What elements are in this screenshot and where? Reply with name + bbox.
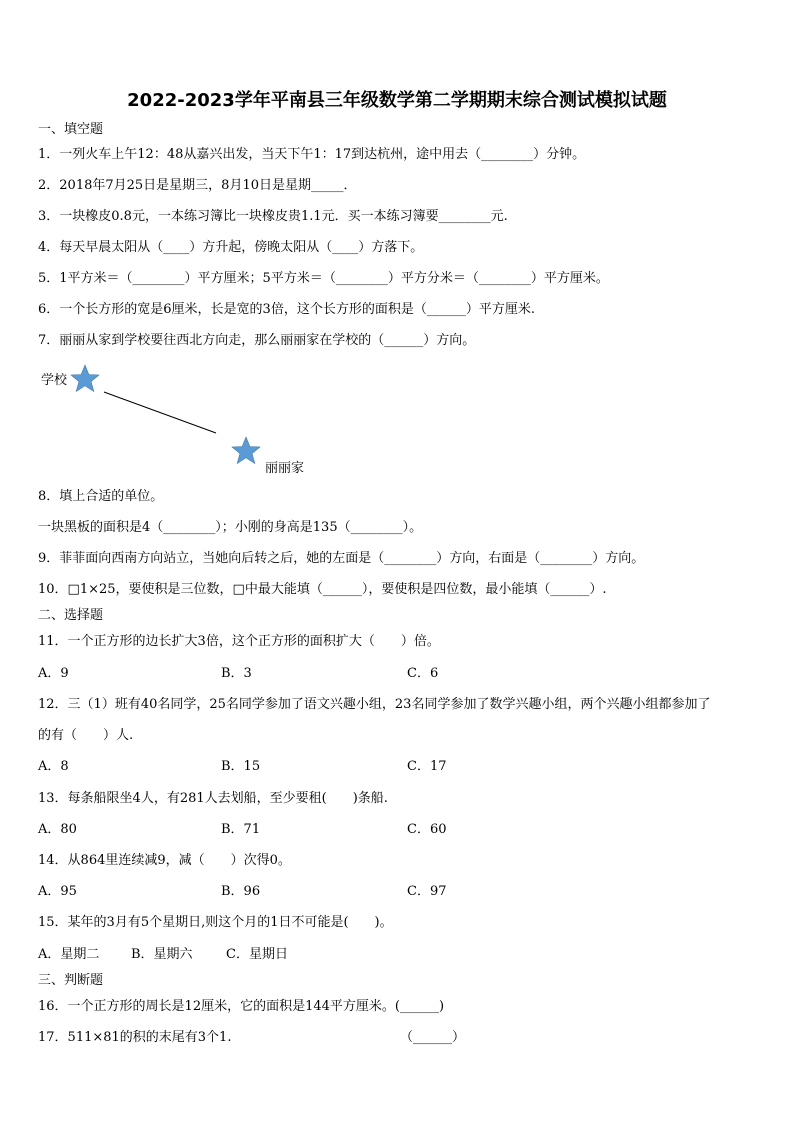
question-17-blank: （______） xyxy=(400,1030,466,1045)
home-label: 丽丽家 xyxy=(265,461,305,476)
question-8: 8．填上合适的单位。 xyxy=(38,489,164,504)
q11-option-a: A．9 xyxy=(38,666,69,681)
question-6: 6．一个长方形的宽是6厘米，长是宽的3倍，这个长方形的面积是（______）平方厘米. xyxy=(38,302,535,317)
q14-option-a: A．95 xyxy=(38,884,77,899)
q13-option-a: A．80 xyxy=(38,822,77,837)
question-8-body: 一块黑板的面积是4（________）；小刚的身高是135（________）。 xyxy=(38,520,423,535)
question-2: 2．2018年7月25日是星期三，8月10日是星期_____． xyxy=(38,178,357,193)
q13-option-b: B．71 xyxy=(221,822,261,837)
question-14: 14．从864里连续减9，减（ ）次得0。 xyxy=(38,853,291,868)
school-label: 学校 xyxy=(41,373,68,388)
question-10: 10．□1×25，要使积是三位数，□中最大能填（______），要使积是四位数，最小能填（______）. xyxy=(38,582,607,597)
q15-option-c: C．星期日 xyxy=(226,947,288,962)
section-heading-true-false: 三、判断题 xyxy=(38,973,104,988)
home-star-icon xyxy=(231,436,261,466)
question-12-line-1: 12．三（1）班有40名同学，25名同学参加了语文兴趣小组，23名同学参加了数学兴趣小组，两个兴趣小组都参加了 xyxy=(38,697,711,712)
question-3: 3．一块橡皮0.8元，一本练习簿比一块橡皮贵1.1元．买一本练习簿要________元. xyxy=(38,209,508,224)
question-4: 4．每天早晨太阳从（____）方升起，傍晚太阳从（____）方落下。 xyxy=(38,240,424,255)
question-12-line-2: 的有（ ）人. xyxy=(38,728,134,743)
question-17: 17．511×81的积的末尾有3个1. xyxy=(38,1030,232,1045)
q15-option-b: B．星期六 xyxy=(131,947,193,962)
question-11: 11．一个正方形的边长扩大3倍，这个正方形的面积扩大（ ）倍。 xyxy=(38,634,440,649)
q15-option-a: A．星期二 xyxy=(38,947,100,962)
q11-option-b: B．3 xyxy=(221,666,252,681)
question-13: 13．每条船限坐4人，有281人去划船，至少要租( )条船. xyxy=(38,791,388,806)
question-1: 1．一列火车上午12：48从嘉兴出发，当天下午1：17到达杭州，途中用去（________）分钟。 xyxy=(38,147,586,162)
question-7: 7．丽丽从家到学校要往西北方向走，那么丽丽家在学校的（______）方向。 xyxy=(38,333,476,348)
section-heading-fill-in: 一、填空题 xyxy=(38,122,104,137)
q14-option-c: C．97 xyxy=(407,884,447,899)
q13-option-c: C．60 xyxy=(407,822,447,837)
q11-option-c: C．6 xyxy=(407,666,439,681)
question-15: 15．某年的3月有5个星期日,则这个月的1日不可能是( )。 xyxy=(38,915,393,930)
q12-option-a: A．8 xyxy=(38,759,69,774)
question-16: 16．一个正方形的周长是12厘米，它的面积是144平方厘米。(______) xyxy=(38,999,445,1014)
question-9: 9．菲菲面向西南方向站立，当她向后转之后，她的左面是（________）方向，右面是（________）方向。 xyxy=(38,551,645,566)
school-star-icon xyxy=(70,364,100,394)
question-5: 5．1平方米＝（________）平方厘米；5平方米＝（________）平方分米＝（________）平方厘米。 xyxy=(38,271,609,286)
section-heading-choice: 二、选择题 xyxy=(38,608,104,623)
page-title: 2022-2023学年平南县三年级数学第二学期期末综合测试模拟试题 xyxy=(127,90,667,111)
q12-option-c: C．17 xyxy=(407,759,447,774)
q12-option-b: B．15 xyxy=(221,759,261,774)
route-line xyxy=(100,388,220,438)
q14-option-b: B．96 xyxy=(221,884,261,899)
